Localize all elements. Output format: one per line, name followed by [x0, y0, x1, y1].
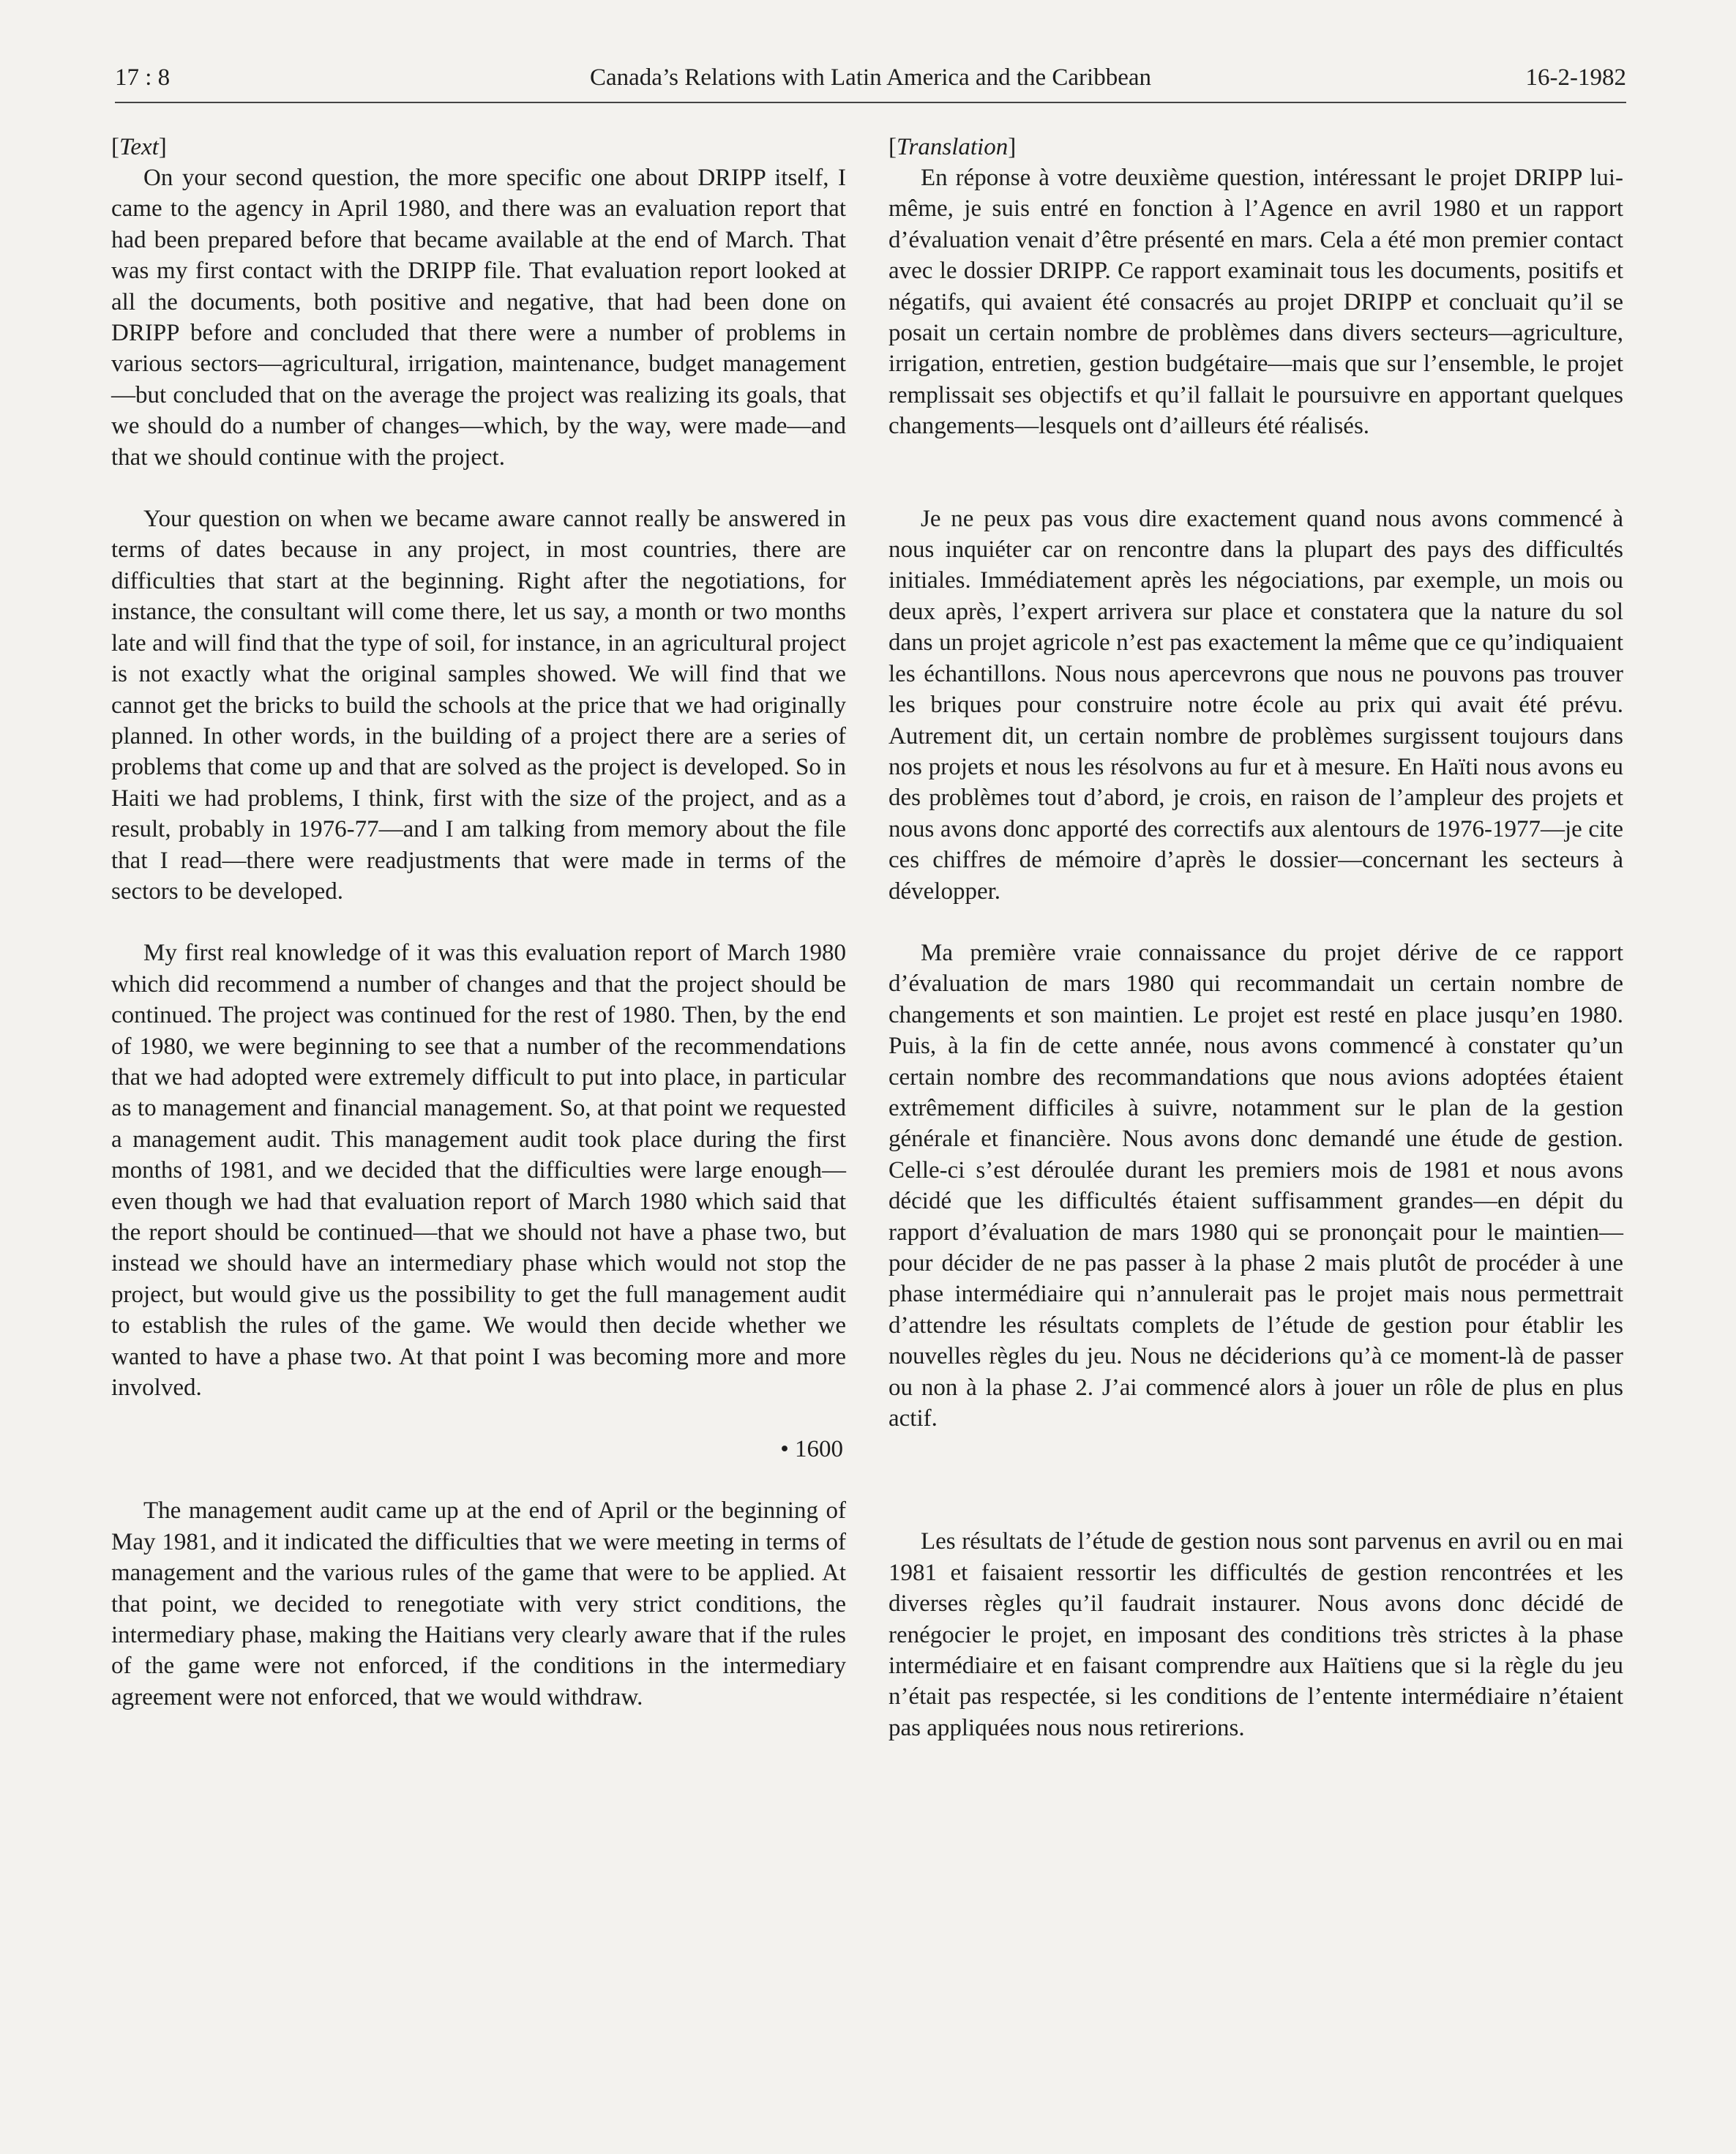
paragraph-4-fr: Les résultats de l’étude de gestion nous sont parvenus en avril ou en mai 1981 et faisaient ressortir les difficultés de gestion rencontrées et les diverses règles qu’il faudrait instaurer. Nous avons donc décidé de renégocier le projet, en imposant des conditions très strictes à la phase intermédiaire et en faisant comprendre aux Haïtiens que si la règle du jeu n’était pas respectée, si les conditions de l’entente intermédiaire n’étaient pas appliquées nous nous retirerions. — [888, 1528, 1623, 1741]
translation-label: [Translation] — [888, 134, 1017, 160]
paragraph-3: My first real knowledge of it was this evaluation report of March 1980 which did recommend a number of changes and that the project should be continued. The project was continued for the rest of 1980. Then, by the end of 1980, we were beginning to see that a number of the recommendations that we had adopted were extremely difficult to put into place, in particular as to management and financial management. So, at that point we requested a management audit. This management audit took place during the first months of 1981, and we decided that the difficulties were large enough—even though we had that evaluation report of March 1980 which said that the report should be continued—that we should not have a phase two, but instead we should have an intermediary phase which would not stop the project, but would give us the possibility to get the full management audit to establish the rules of the game. We would then decide whether we wanted to have a phase two. At that point I was becoming more and more involved. — [111, 940, 846, 1402]
paragraph-4: The management audit came up at the end of April or the beginning of May 1981, and it indicated the difficulties that we were meeting in terms of management and the various rules of the game that were to be applied. At that point, we decided to renegotiate with very strict conditions, the intermediary phase, making the Haitians very clearly aware that if the rules of the game were not enforced, if the conditions in the intermediary agreement were not enforced, that we would withdraw. — [111, 1497, 846, 1710]
text-label: [Text] — [111, 134, 167, 160]
paragraph-1: On your second question, the more specific one about DRIPP itself, I came to the agency in April 1980, and there was an evaluation report that had been prepared before that became available at the end of March. That was my first contact with the DRIPP file. That evaluation report looked at all the documents, both positive and negative, that had been done on DRIPP before and concluded that there were a number of problems in various sectors—agricultural, irrigation, maintenance, budget management—but concluded that on the average the project was realizing its goals, that we should do a number of changes—which, by the way, were made—and that we should continue with the project. — [111, 165, 846, 471]
paragraph-2: Your question on when we became aware cannot really be answered in terms of dates because in any project, in most countries, there are difficulties that start at the beginning. Right after the negotiations, for instance, the consultant will come there, let us say, a month or two months late and will find that the type of soil, for instance, in an agricultural project is not exactly what the original samples showed. We will find that we cannot get the bricks to build the schools at the price that we had originally planned. In other words, in the building of a project there are a series of problems that come up and that are solved as the project is developed. So in Haiti we had problems, I think, first with the size of the project, and as a result, probably in 1976-77—and I am talking from memory about the file that I read—there were readjustments that were made in terms of the sectors to be developed. — [111, 506, 846, 905]
running-title: Canada’s Relations with Latin America and the Caribbean — [589, 64, 1152, 91]
left-column-english — [111, 132, 846, 1713]
paragraph-3-fr: Ma première vraie connaissance du projet dérive de ce rapport d’évaluation de mars 1980 qui recommandait un certain nombre de changements et son maintien. Le projet est resté en place jusqu’en 1980. Puis, à la fin de cette année, nous avons commencé à constater qu’un certain nombre des recommandations que nous avions adoptées étaient extrêmement difficiles à suivre, notamment sur le plan de la gestion générale et financière. Nous avons donc demandé une étude de gestion. Celle-ci s’est déroulée durant les premiers mois de 1981 et nous avons décidé que les difficultés étaient suffisamment grandes—en dépit du rapport d’évaluation de mars 1980 qui se prononçait pour le maintien—pour décider de ne pas passer à la phase 2 mais plutôt de procéder à une phase intermédiaire qui n’annulerait pas le projet mais nous permettrait d’attendre les résultats complets de l’étude de gestion pour établir les nouvelles règles du jeu. Nous ne déciderions qu’à ce moment-là de passer ou non à la phase 2. J’ai commencé alors à jouer un rôle de plus en plus actif. — [888, 939, 1623, 1432]
page-header — [115, 60, 1626, 104]
right-column-french — [888, 132, 1623, 1743]
header-rule — [115, 102, 1626, 103]
time-marker: • 1600 — [780, 1436, 843, 1463]
paragraph-2-fr: Je ne peux pas vous dire exactement quand nous avons commencé à nous inquiéter car on rencontre dans la plupart des pays des difficultés initiales. Immédiatement après les négociations, par exemple, un mois ou deux après, l’expert arrivera sur place et constatera que la nature du sol dans un projet agricole n’est pas exactement la même que ce qu’indiquaient les échantillons. Nous nous apercevrons que nous ne pouvons pas trouver les briques pour construire notre école au prix qui avait été prévu. Autrement dit, un certain nombre de problèmes surgissent toujours dans nos projets et nous les résolvons au fur et à mesure. En Haïti nous avons eu des problèmes tout d’abord, je crois, en raison de l’ampleur des projets et nous avons donc apporté des correctifs aux alentours de 1976-1977—je cite ces chiffres de mémoire d’après le dossier—concernant les secteurs à développer. — [888, 505, 1623, 905]
paragraph-1-fr: En réponse à votre deuxième question, intéressant le projet DRIPP lui-même, je suis entré en fonction à l’Agence en avril 1980 et un rapport d’évaluation venait d’être présenté en mars. Cela a été mon premier contact avec le dossier DRIPP. Ce rapport examinait tous les documents, positifs et négatifs, qui avaient été consacrés au projet DRIPP et concluait qu’il se posait un certain nombre de problèmes dans divers secteurs—agriculture, irrigation, entretien, gestion budgétaire—mais que sur l’ensemble, le projet remplissait ses objectifs et qu’il fallait le poursuivre en apportant quelques changements—lesquels ont d’ailleurs été réalisés. — [888, 165, 1623, 440]
page-number: 17 : 8 — [115, 64, 171, 91]
page-date: 16-2-1982 — [1525, 64, 1626, 91]
